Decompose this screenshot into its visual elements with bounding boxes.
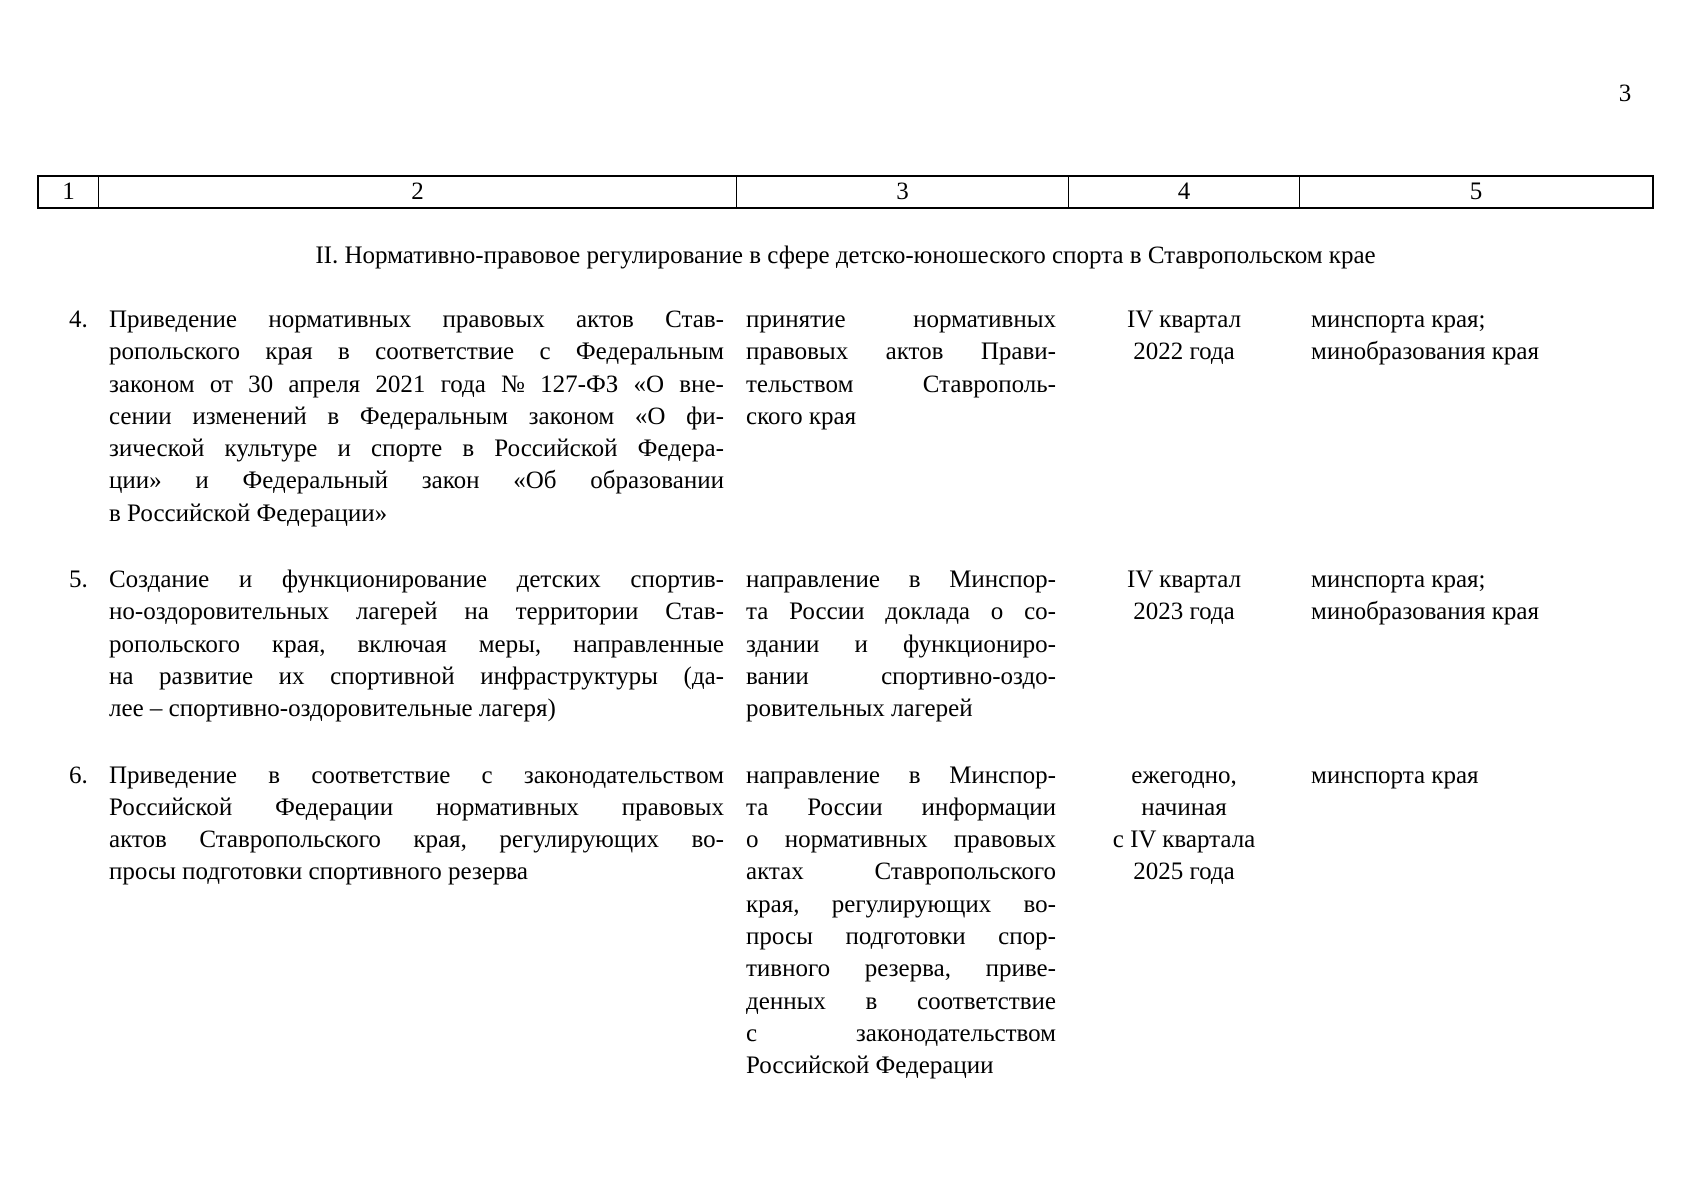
result-line: края, регулирующих во- xyxy=(746,890,1056,918)
responsible-line: минспорта края; xyxy=(1311,306,1486,333)
event-line: в Российской Федерации» xyxy=(109,499,388,527)
event-line: зической культуре и спорте в Российской Федера- xyxy=(109,435,724,463)
column-number-3: 3 xyxy=(737,177,1069,207)
event-line: Создание и функционирование детских спортив- xyxy=(109,566,724,594)
responsible-line: минспорта края xyxy=(1311,761,1479,789)
event-line: лее – спортивно-оздоровительные лагеря) xyxy=(109,695,556,723)
result-cell xyxy=(746,564,1056,725)
result-line: вании спортивно-оздо- xyxy=(746,662,1056,690)
result-line: ского края xyxy=(746,402,857,430)
responsible-cell xyxy=(1311,760,1641,1083)
deadline-line: 2023 года xyxy=(1133,598,1235,626)
result-line: направление в Минспор- xyxy=(746,566,1056,594)
column-number-5: 5 xyxy=(1469,178,1483,205)
column-number-1: 1 xyxy=(39,177,99,207)
responsible-cell xyxy=(1311,564,1641,725)
responsible-line: минобразования края xyxy=(1311,598,1539,626)
deadline-cell xyxy=(1059,304,1309,530)
result-line: принятие нормативных xyxy=(746,306,1056,333)
result-line: просы подготовки спор- xyxy=(746,923,1056,951)
event-line: ропольского края, включая меры, направленные xyxy=(109,630,724,658)
result-line: направление в Минспор- xyxy=(746,761,1056,789)
event-cell xyxy=(109,760,724,1083)
event-cell xyxy=(109,304,724,530)
event-line: на развитие их спортивной инфраструктуры (да- xyxy=(109,662,724,690)
event-line: законом от 30 апреля 2021 года № 127-ФЗ «О вне- xyxy=(109,370,724,398)
column-number-2: 2 xyxy=(99,177,737,207)
deadline-line: ежегодно, xyxy=(1131,761,1237,789)
deadline-cell xyxy=(1059,760,1309,1083)
responsible-line: минобразования края xyxy=(1311,338,1539,366)
result-line: тивного резерва, приве- xyxy=(746,955,1056,983)
deadline-cell xyxy=(1059,564,1309,725)
table-column-numbers-header xyxy=(37,175,1654,209)
event-line: Российской Федерации нормативных правовых xyxy=(109,793,724,821)
section-title: II. Нормативно-правовое регулирование в сфере детско-юношеского спорта в Ставропольском крае xyxy=(315,242,1376,269)
result-line: о нормативных правовых xyxy=(746,826,1056,854)
event-line: Приведение нормативных правовых актов Став- xyxy=(109,306,724,333)
responsible-line: минспорта края; xyxy=(1311,566,1486,594)
page-number: 3 xyxy=(1618,80,1632,107)
result-cell xyxy=(746,760,1056,1083)
event-line: актов Ставропольского края, регулирующих во- xyxy=(109,826,724,854)
column-number-4: 4 xyxy=(1069,177,1300,207)
result-line: тельством Ставрополь- xyxy=(746,370,1056,398)
result-line: та России информации xyxy=(746,793,1056,821)
responsible-cell xyxy=(1311,304,1641,530)
result-line: актах Ставропольского xyxy=(746,858,1056,886)
result-line: та России доклада о со- xyxy=(746,598,1056,626)
result-line: ровительных лагерей xyxy=(746,695,973,723)
result-cell xyxy=(746,304,1056,530)
row-number: 6. xyxy=(69,761,88,789)
event-line: просы подготовки спортивного резерва xyxy=(109,858,528,886)
result-line: здании и функциониро- xyxy=(746,630,1056,658)
deadline-line: 2022 года xyxy=(1133,338,1235,366)
deadline-line: 2025 года xyxy=(1133,858,1235,886)
table-body xyxy=(37,304,1657,1083)
event-line: Приведение в соответствие с законодательством xyxy=(109,761,724,789)
result-line: правовых актов Прави- xyxy=(746,338,1056,366)
result-line: с законодательством xyxy=(746,1019,1056,1047)
row-number: 5. xyxy=(69,566,88,594)
row-number-cell xyxy=(37,760,109,1083)
deadline-line: начиная xyxy=(1141,793,1227,821)
table-row xyxy=(37,304,1657,530)
row-number: 4. xyxy=(69,306,88,333)
event-line: но-оздоровительных лагерей на территории Став- xyxy=(109,598,724,626)
event-line: сении изменений в Федеральным законом «О фи- xyxy=(109,402,724,430)
row-number-cell xyxy=(37,564,109,725)
deadline-line: IV квартал xyxy=(1126,306,1242,333)
table-row xyxy=(37,760,1657,1083)
deadline-line: с IV квартала xyxy=(1112,826,1256,854)
deadline-line: IV квартал xyxy=(1126,566,1242,594)
event-line: ропольского края в соответствие с Федеральным xyxy=(109,338,724,366)
row-number-cell xyxy=(37,304,109,530)
table-row xyxy=(37,564,1657,725)
result-line: Российской Федерации xyxy=(746,1052,994,1080)
event-cell xyxy=(109,564,724,725)
result-line: денных в соответствие xyxy=(746,987,1056,1015)
event-line: ции» и Федеральный закон «Об образовании xyxy=(109,467,724,495)
